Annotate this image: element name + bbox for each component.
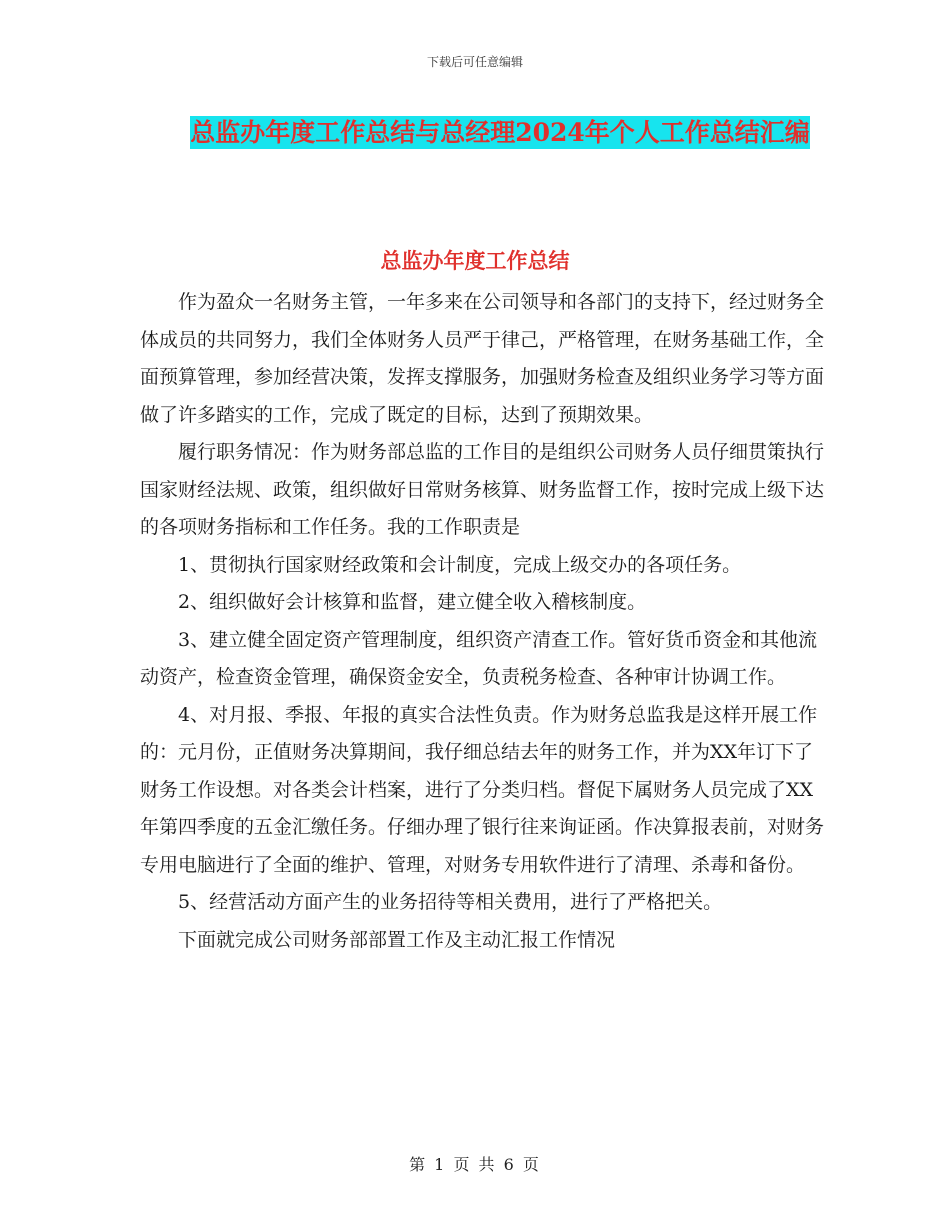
paragraph: 5、经营活动方面产生的业务招待等相关费用，进行了严格把关。 bbox=[178, 891, 723, 913]
section-title: 总监办年度工作总结 bbox=[380, 248, 570, 273]
paragraph: 2、组织做好会计核算和监督，建立健全收入稽核制度。 bbox=[178, 591, 647, 613]
page-footer: 第 1 页 共 6 页 bbox=[409, 1155, 541, 1174]
paragraph: 作为盈众一名财务主管，一年多来在公司领导和各部门的支持下，经过财务全体成员的共同努力，我们全体财务人员严于律己，严格管理，在财务基础工作，全面预算管理，参加经营决策，发挥支撑服务，加强财务检查及组织业务学习等方面做了许多踏实的工作，完成了既定的目标，达到了预期效果。 bbox=[140, 291, 825, 426]
document-title-text: 总监办年度工作总结与总经理2024年个人工作总结汇编 bbox=[190, 118, 810, 147]
paragraph: 下面就完成公司财务部部置工作及主动汇报工作情况 bbox=[178, 928, 616, 951]
paragraph: 3、建立健全固定资产管理制度，组织资产清查工作。管好货币资金和其他流动资产，检查资金管理，确保资金安全，负责税务检查、各种审计协调工作。 bbox=[140, 628, 818, 688]
header-note: 下载后可任意编辑 bbox=[426, 55, 523, 69]
document-title bbox=[140, 108, 860, 158]
paragraph: 4、对月报、季报、年报的真实合法性负责。作为财务总监我是这样开展工作的：元月份，正值财务决算期间，我仔细总结去年的财务工作，并为XX年订下了财务工作设想。对各类会计档案，进行了分类归档。督促下属财务人员完成了XX年第四季度的五金汇缴任务。仔细办理了银行往来询证函。作决算报表前，对财务专用电脑进行了全面的维护、管理，对财务专用软件进行了清理、杀毒和备份。 bbox=[140, 703, 825, 876]
paragraph: 1、贯彻执行国家财经政策和会计制度，完成上级交办的各项任务。 bbox=[178, 553, 742, 576]
body-text bbox=[140, 284, 830, 959]
paragraph: 履行职务情况：作为财务部总监的工作目的是组织公司财务人员仔细贯策执行国家财经法规、政策，组织做好日常财务核算、财务监督工作，按时完成上级下达的各项财务指标和工作任务。我的工作职责是 bbox=[140, 441, 825, 538]
